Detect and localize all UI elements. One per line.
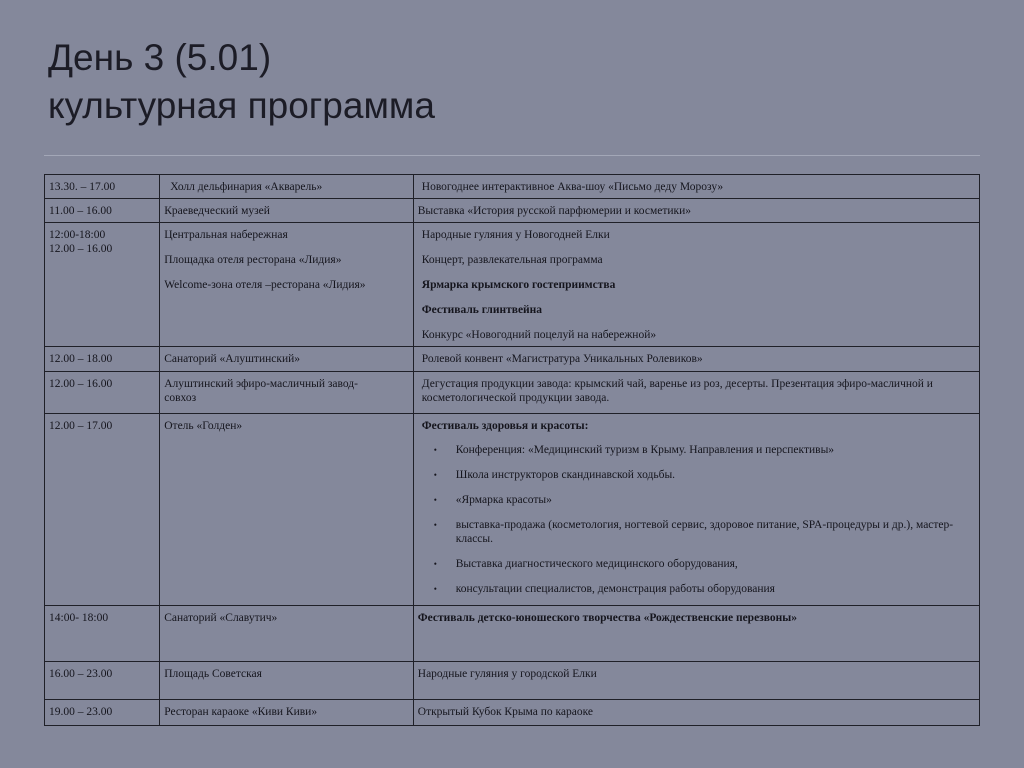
event-text: Выставка «История русской парфюмерии и косметики» bbox=[417, 205, 691, 217]
place-cell bbox=[160, 606, 414, 662]
place-cell bbox=[160, 347, 414, 372]
event-cell bbox=[413, 414, 979, 606]
place-text: Краеведческий музей bbox=[164, 205, 270, 217]
list-item bbox=[433, 582, 975, 596]
title-divider bbox=[44, 155, 980, 156]
place-text: Санаторий «Алуштинский» bbox=[164, 353, 301, 365]
list-item bbox=[433, 468, 975, 482]
time-text: 12.00 – 16.00 bbox=[49, 243, 113, 255]
table-row bbox=[45, 662, 980, 700]
list-item bbox=[433, 443, 975, 457]
event-text: Ролевой конвент «Магистратура Уникальных Ролевиков» bbox=[421, 353, 703, 365]
time-text: 12.00 – 16.00 bbox=[49, 378, 113, 390]
time-text: 12:00-18:00 bbox=[49, 229, 106, 241]
bullet-text: консультации специалистов, демонстрация работы оборудования bbox=[455, 583, 775, 595]
place-text: Ресторан караоке «Киви Киви» bbox=[164, 706, 318, 718]
place-cell bbox=[160, 662, 414, 700]
event-text: Концерт, развлекательная программа bbox=[421, 254, 603, 266]
event-cell bbox=[413, 199, 979, 223]
time-cell bbox=[45, 372, 160, 414]
place-text: Санаторий «Славутич» bbox=[164, 612, 278, 624]
bullet-icon: • bbox=[433, 445, 437, 455]
event-text: Ярмарка крымского гостеприимства bbox=[421, 279, 616, 291]
event-text: Фестиваль детско-юношеского творчества «Рождественские перезвоны» bbox=[417, 612, 798, 624]
table-row bbox=[45, 223, 980, 347]
time-cell bbox=[45, 199, 160, 223]
place-cell bbox=[160, 199, 414, 223]
time-text: 12.00 – 17.00 bbox=[49, 420, 113, 432]
table-row bbox=[45, 700, 980, 726]
event-text: Фестиваль глинтвейна bbox=[421, 304, 543, 316]
bullet-icon: • bbox=[433, 559, 437, 569]
event-text: Народные гуляния у городской Елки bbox=[417, 668, 597, 680]
place-text: Отель «Голден» bbox=[164, 420, 243, 432]
event-heading: Фестиваль здоровья и красоты: bbox=[421, 420, 589, 432]
bullet-text: выставка-продажа (косметология, ногтевой сервис, здоровое питание, SPA-процедуры и др.), мастер-классы. bbox=[455, 519, 954, 545]
time-cell bbox=[45, 662, 160, 700]
event-cell bbox=[413, 372, 979, 414]
bullet-list bbox=[418, 443, 975, 596]
time-text: 11.00 – 16.00 bbox=[49, 205, 112, 217]
time-cell bbox=[45, 700, 160, 726]
table-row bbox=[45, 414, 980, 606]
event-cell bbox=[413, 606, 979, 662]
list-item bbox=[433, 518, 975, 546]
place-text: Центральная набережная bbox=[164, 229, 288, 241]
event-cell bbox=[413, 223, 979, 347]
page-title-line-2: культурная программа bbox=[48, 85, 435, 126]
bullet-text: Конференция: «Медицинский туризм в Крыму. Направления и перспективы» bbox=[455, 444, 835, 456]
place-cell bbox=[160, 175, 414, 199]
place-cell bbox=[160, 700, 414, 726]
table-row bbox=[45, 606, 980, 662]
table-row bbox=[45, 372, 980, 414]
place-text: Холл дельфинария «Акварель» bbox=[170, 181, 323, 193]
event-text: Дегустация продукции завода: крымский чай, варенье из роз, десерты. Презентация эфиро-масличной и косметологической продукции завода. bbox=[421, 378, 933, 404]
bullet-icon: • bbox=[433, 470, 437, 480]
bullet-icon: • bbox=[433, 520, 437, 530]
time-cell bbox=[45, 175, 160, 199]
time-text: 12.00 – 18.00 bbox=[49, 353, 113, 365]
event-cell bbox=[413, 175, 979, 199]
table-row bbox=[45, 199, 980, 223]
schedule-table bbox=[44, 174, 980, 726]
page-title-line-1: День 3 (5.01) bbox=[48, 37, 272, 78]
page-title bbox=[48, 34, 435, 130]
list-item bbox=[433, 493, 975, 507]
bullet-text: Выставка диагностического медицинского оборудования, bbox=[455, 558, 738, 570]
event-cell bbox=[413, 700, 979, 726]
table-row bbox=[45, 175, 980, 199]
list-item bbox=[433, 557, 975, 571]
time-cell bbox=[45, 223, 160, 347]
time-cell bbox=[45, 606, 160, 662]
time-text: 19.00 – 23.00 bbox=[49, 706, 113, 718]
place-cell bbox=[160, 372, 414, 414]
place-cell bbox=[160, 223, 414, 347]
place-text: Welcome-зона отеля –ресторана «Лидия» bbox=[164, 279, 366, 291]
bullet-text: Школа инструкторов скандинавской ходьбы. bbox=[455, 469, 676, 481]
table-row bbox=[45, 347, 980, 372]
bullet-icon: • bbox=[433, 584, 437, 594]
time-cell bbox=[45, 414, 160, 606]
event-cell bbox=[413, 662, 979, 700]
time-cell bbox=[45, 347, 160, 372]
bullet-text: «Ярмарка красоты» bbox=[455, 494, 552, 506]
place-text: Площадка отеля ресторана «Лидия» bbox=[164, 254, 342, 266]
time-text: 13.30. – 17.00 bbox=[49, 181, 116, 193]
place-text: Площадь Советская bbox=[164, 668, 262, 680]
time-text: 14:00- 18:00 bbox=[49, 612, 109, 624]
place-cell bbox=[160, 414, 414, 606]
time-text: 16.00 – 23.00 bbox=[49, 668, 113, 680]
place-text: Алуштинский эфиро-масличный завод-совхоз bbox=[164, 378, 358, 404]
event-cell bbox=[413, 347, 979, 372]
bullet-icon: • bbox=[433, 495, 437, 505]
event-text: Новогоднее интерактивное Аква-шоу «Письмо деду Морозу» bbox=[421, 181, 724, 193]
event-text: Конкурс «Новогодний поцелуй на набережной» bbox=[421, 329, 657, 341]
event-text: Народные гуляния у Новогодней Елки bbox=[421, 229, 610, 241]
event-text: Открытый Кубок Крыма по караоке bbox=[417, 706, 594, 718]
